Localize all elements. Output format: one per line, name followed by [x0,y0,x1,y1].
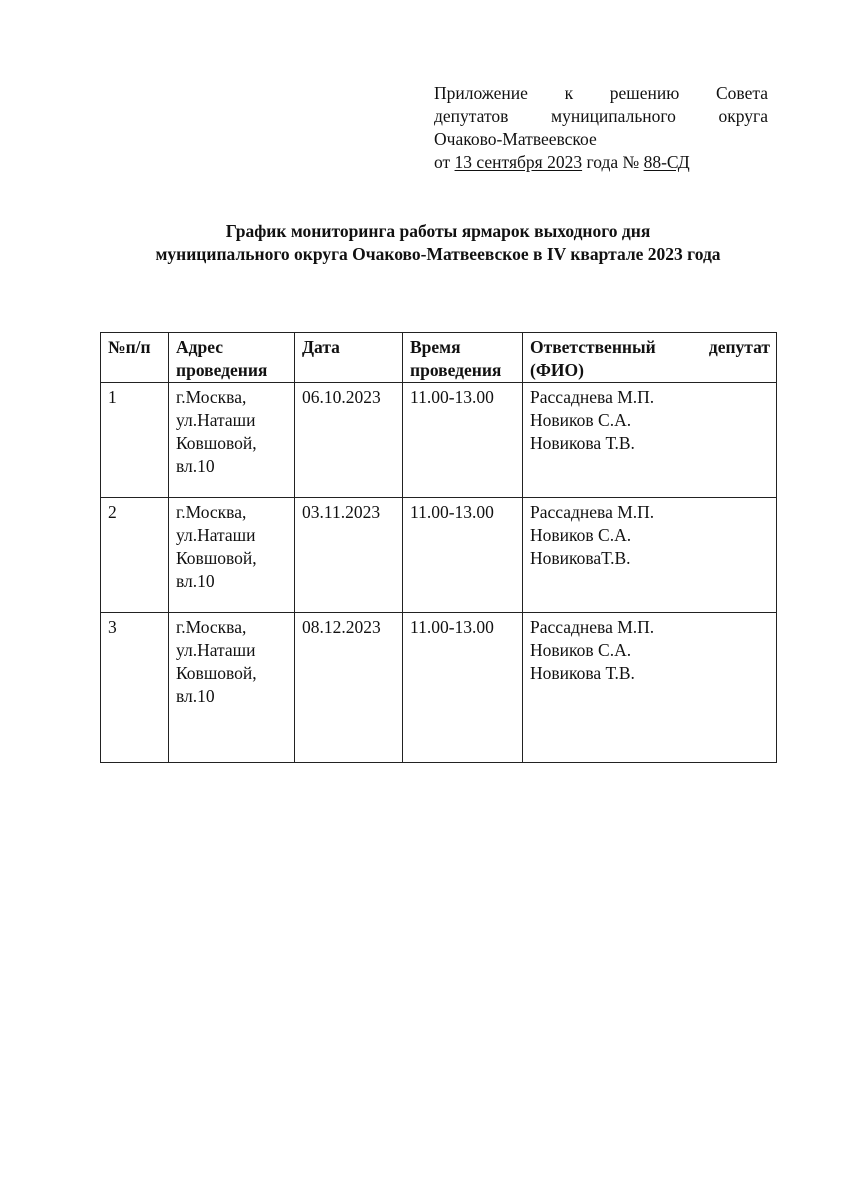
address-line: г.Москва, [176,617,247,637]
schedule-table-body [101,383,777,763]
address-line: вл.10 [176,456,215,476]
header-address [169,333,295,383]
address-line: Ковшовой, [176,433,257,453]
appendix-word: округа [718,106,768,126]
appendix-date-mid: года № [586,152,640,172]
address-line: Ковшовой, [176,663,257,683]
cell-address [169,498,295,613]
deputy-name: Рассаднева М.П. [530,617,655,637]
cell-time: 11.00-13.00 [403,498,523,613]
deputy-name: НовиковаТ.В. [530,548,631,568]
address-line: вл.10 [176,571,215,591]
document-title-line-1: График мониторинга работы ярмарок выходного дня [225,221,651,241]
appendix-block [434,82,768,174]
appendix-line-1 [434,82,768,105]
document-title [100,220,776,266]
cell-num: 2 [101,498,169,613]
header-address-line: Адрес [176,337,223,357]
header-responsible-line-2: (ФИО) [530,360,584,380]
cell-address [169,383,295,498]
header-address-line: проведения [176,360,268,380]
table-header-row [101,333,777,383]
address-line: ул.Наташи [176,525,256,545]
table-row [101,383,777,498]
appendix-word: депутатов [434,106,509,126]
header-time-line: Время [410,337,461,357]
deputy-name: Рассаднева М.П. [530,502,655,522]
appendix-date-line [434,151,768,174]
deputy-name: Новикова Т.В. [530,663,635,683]
deputy-name: Новиков С.А. [530,640,632,660]
address-line: вл.10 [176,686,215,706]
cell-date: 03.11.2023 [295,498,403,613]
appendix-word: Совета [716,83,768,103]
table-row [101,613,777,763]
schedule-table [100,332,777,763]
appendix-date-value: 13 сентября 2023 [454,152,583,172]
document-title-line-2: муниципального округа Очаково-Матвеевское в IV квартале 2023 года [155,244,721,264]
appendix-word: Приложение [434,83,528,103]
header-date: Дата [295,333,403,383]
header-time-line: проведения [410,360,502,380]
header-responsible-word: Ответственный [530,337,656,357]
cell-num: 3 [101,613,169,763]
cell-date: 08.12.2023 [295,613,403,763]
cell-address [169,613,295,763]
appendix-line-3: Очаково-Матвеевское [434,129,597,149]
header-responsible-word: депутат [708,337,770,357]
header-responsible-line-1 [530,336,770,359]
deputy-name: Рассаднева М.П. [530,387,655,407]
header-num: №п/п [101,333,169,383]
appendix-word: к [564,83,574,103]
deputy-name: Новиков С.А. [530,525,632,545]
header-responsible [523,333,777,383]
cell-num: 1 [101,383,169,498]
cell-time: 11.00-13.00 [403,383,523,498]
cell-time: 11.00-13.00 [403,613,523,763]
table-row [101,498,777,613]
header-time [403,333,523,383]
appendix-line-2 [434,105,768,128]
appendix-date-prefix: от [434,152,451,172]
address-line: ул.Наташи [176,410,256,430]
cell-deputies [523,383,777,498]
cell-deputies [523,613,777,763]
schedule-table-head [101,333,777,383]
cell-date: 06.10.2023 [295,383,403,498]
deputy-name: Новикова Т.В. [530,433,635,453]
appendix-word: муниципального [551,106,676,126]
cell-deputies [523,498,777,613]
address-line: г.Москва, [176,502,247,522]
address-line: Ковшовой, [176,548,257,568]
appendix-number-value: 88-СД [643,152,690,172]
address-line: ул.Наташи [176,640,256,660]
deputy-name: Новиков С.А. [530,410,632,430]
appendix-word: решению [609,83,680,103]
address-line: г.Москва, [176,387,247,407]
